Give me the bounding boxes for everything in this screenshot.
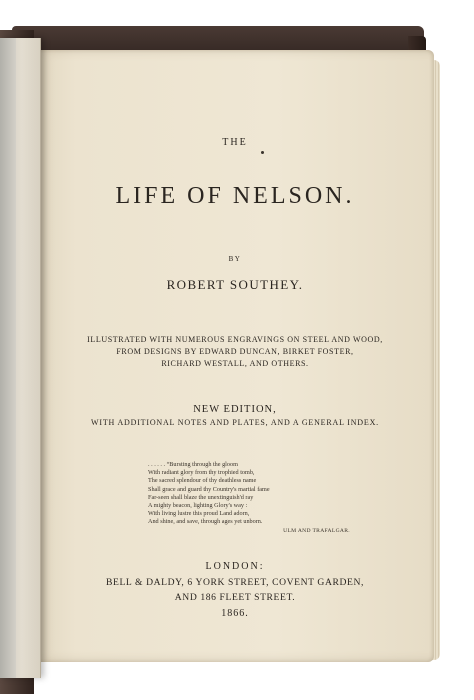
publisher-line: BELL & DALDY, 6 YORK STREET, COVENT GARDEN, — [106, 577, 364, 588]
verse-line: Far-seen shall blaze the unextinguish'd ray — [148, 493, 254, 501]
edition-additions: WITH ADDITIONAL NOTES AND PLATES, AND A GENERAL INDEX. — [91, 418, 379, 427]
flyleaf-edge — [0, 38, 16, 678]
author-name: ROBERT SOUTHEY. — [166, 277, 304, 292]
illustration-credit-line: RICHARD WESTALL, AND OTHERS. — [161, 359, 309, 368]
verse-line: The sacred splendour of thy deathless name — [148, 477, 257, 485]
publisher-address: AND 186 FLEET STREET. — [174, 592, 296, 603]
book-title: LIFE OF NELSON. — [115, 183, 355, 209]
illustration-credit-line: FROM DESIGNS BY EDWARD DUNCAN, BIRKET FOSTER, — [116, 347, 354, 356]
verse-line: And shine, and save, through ages yet unborn. — [148, 518, 263, 526]
ink-dot — [261, 151, 264, 154]
epigraph-verse — [148, 461, 358, 535]
verse-line: With living lustre this proud Land adorn, — [148, 510, 250, 518]
title-article: THE — [222, 137, 248, 148]
verse-line: With radiant glory from thy trophied tomb, — [148, 469, 255, 477]
byline-label: BY — [228, 255, 242, 263]
verse-line: A mighty beacon, lighting Glory's way : — [148, 502, 248, 510]
verse-attribution: ULM AND TRAFALGAR. — [283, 527, 350, 534]
edition-statement: NEW EDITION, — [193, 404, 277, 415]
illustration-credit-line: ILLUSTRATED WITH NUMEROUS ENGRAVINGS ON STEEL AND WOOD, — [87, 335, 383, 344]
verse-line: Shall grace and guard thy Country's martial fame — [148, 485, 270, 493]
verse-line: . . . . . . “Bursting through the gloom — [148, 461, 238, 468]
imprint-city: LONDON: — [205, 561, 265, 572]
publication-year: 1866. — [221, 608, 249, 619]
flyleaf — [0, 38, 41, 678]
